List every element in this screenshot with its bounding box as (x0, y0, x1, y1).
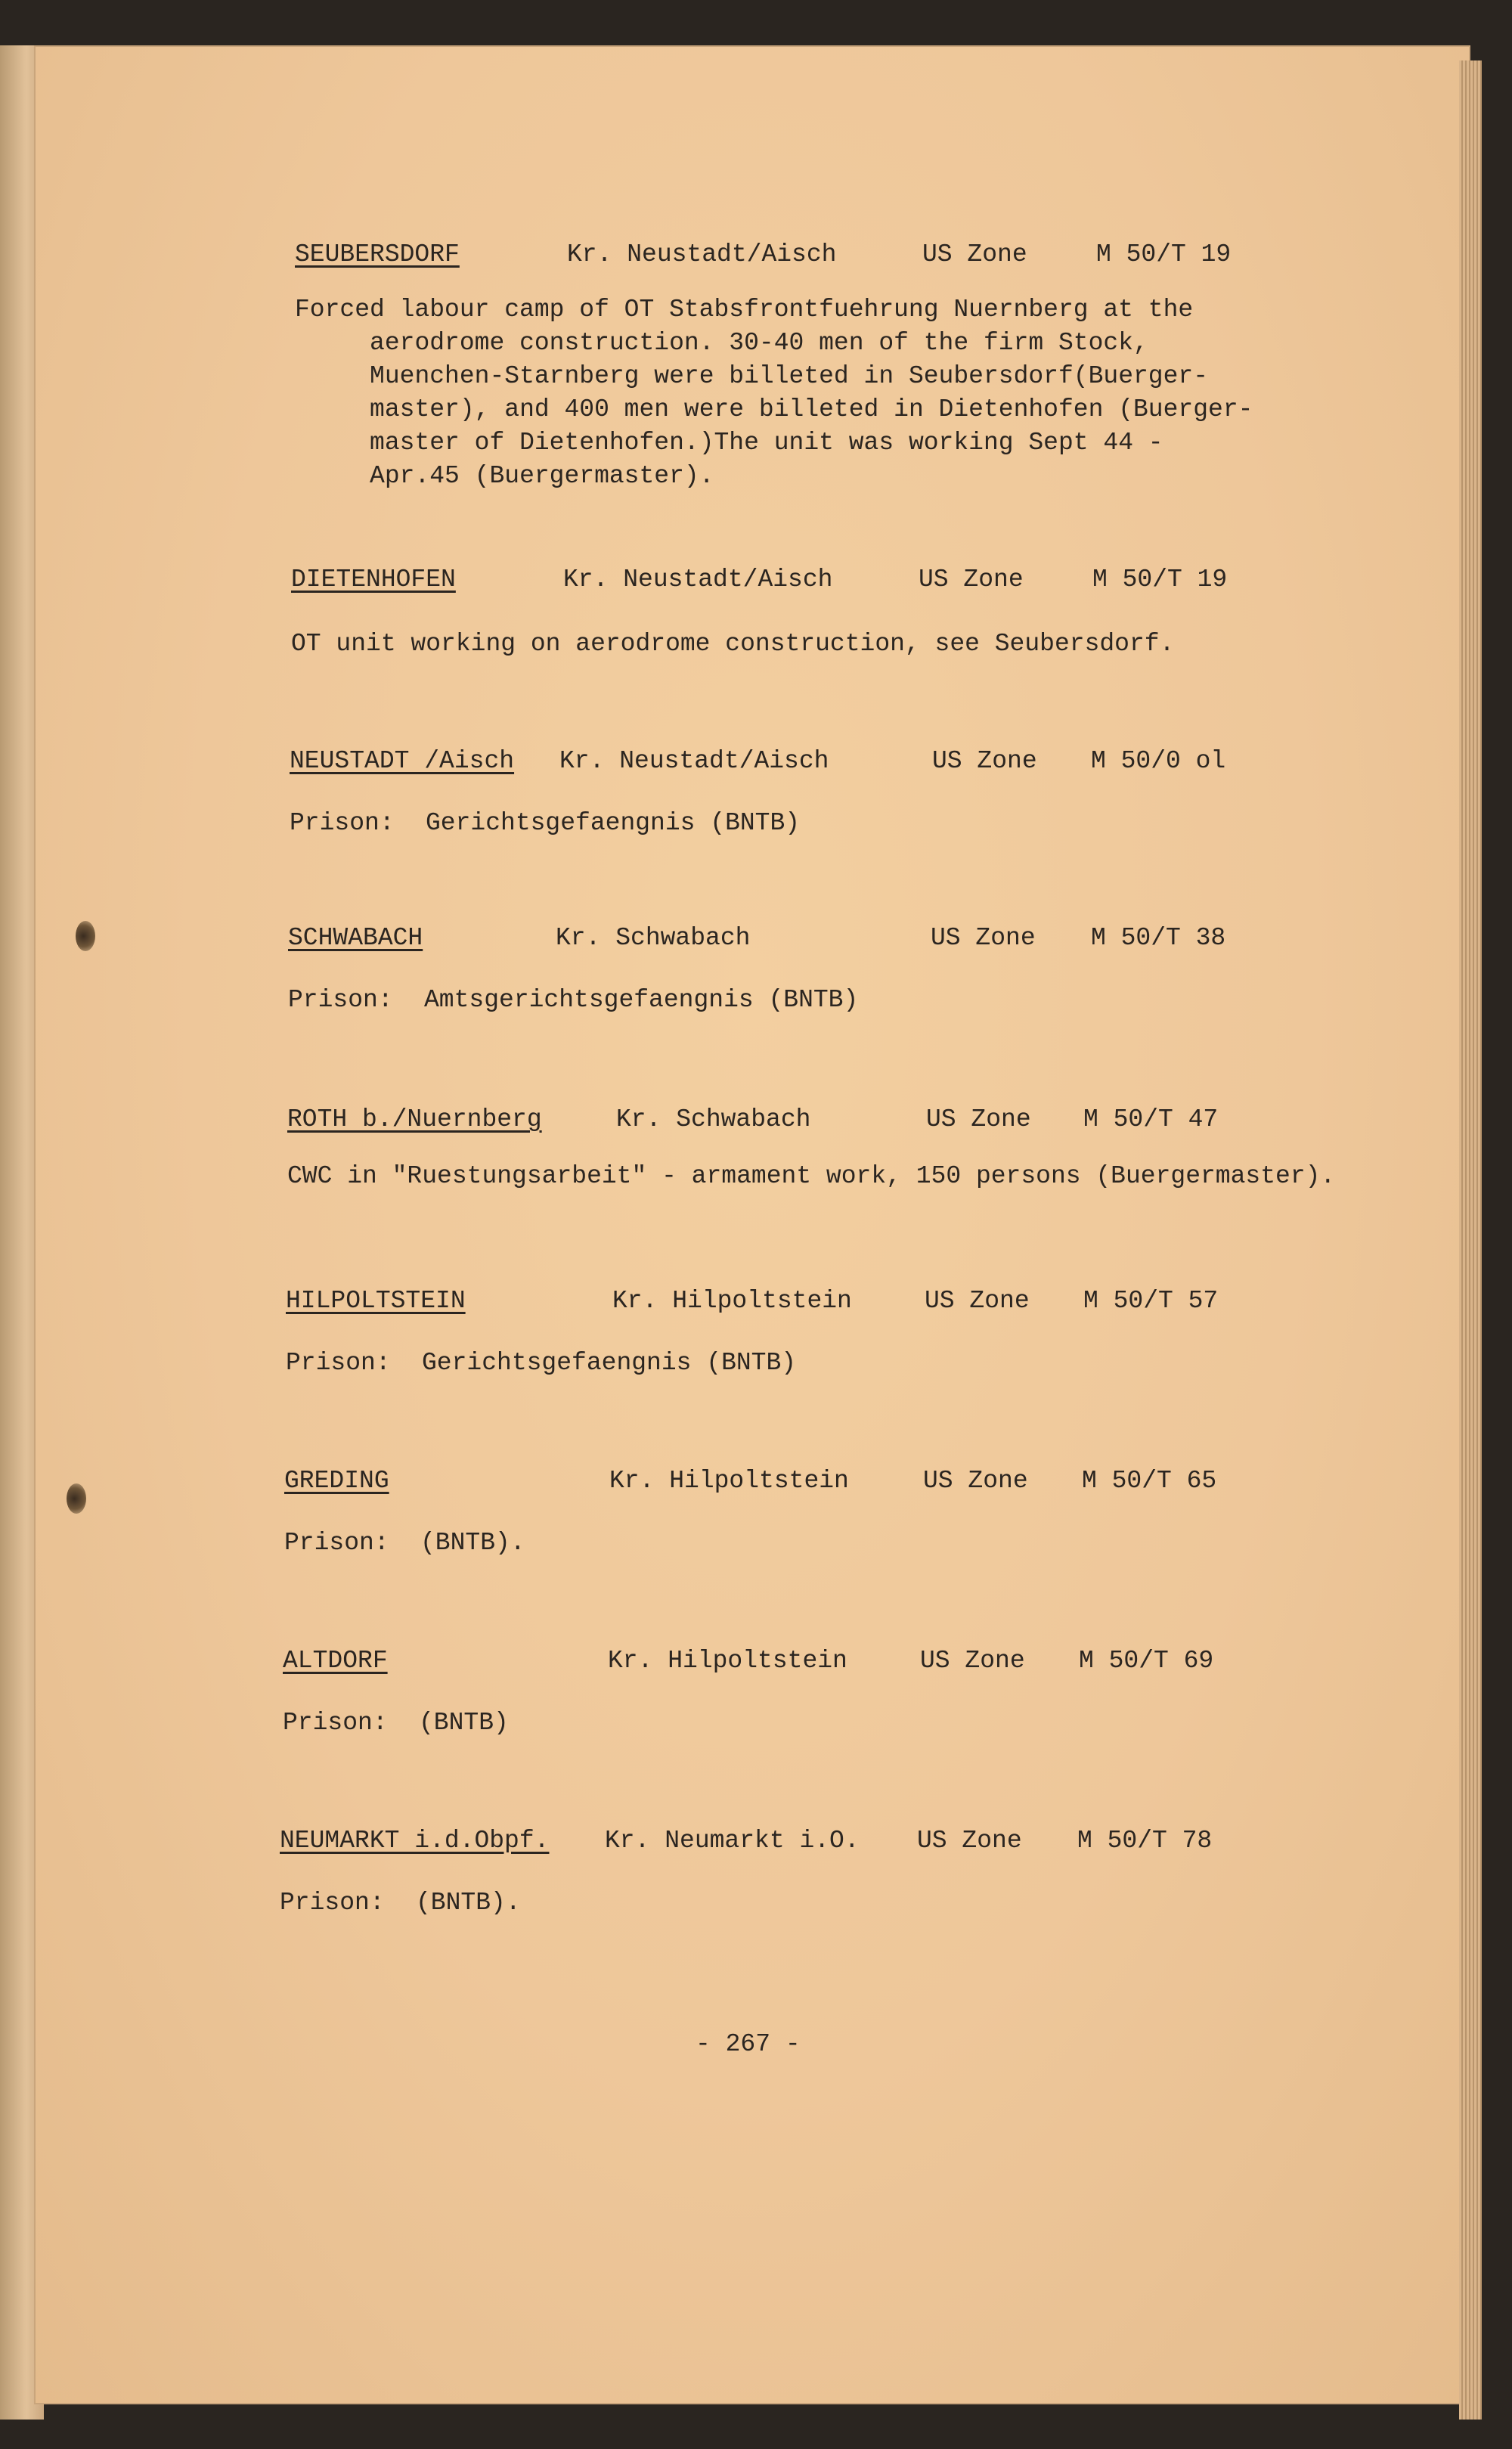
place-name: SEUBERSDORF (295, 240, 460, 268)
map-reference: M 50/T 78 (1077, 1827, 1213, 1855)
entry-dietenhofen (291, 566, 1512, 661)
entry-schwabach (288, 924, 1512, 1014)
kreis: Kr. Neustadt/Aisch (563, 566, 833, 594)
place-name: ALTDORF (283, 1647, 388, 1675)
prison-line (280, 1889, 1512, 1917)
zone: US Zone (920, 1647, 1025, 1675)
page-number: - 267 - (696, 2030, 801, 2058)
zone: US Zone (931, 924, 1036, 952)
map-reference: M 50/T 38 (1091, 924, 1226, 952)
binding-hole-upper (76, 921, 95, 951)
prison-value: (BNTB) (419, 1709, 509, 1737)
entry-text: OT unit working on aerodrome construction, see Seubersdorf. (291, 630, 1175, 658)
map-reference: M 50/T 65 (1082, 1467, 1217, 1495)
prison-label: Prison: (290, 809, 395, 837)
map-reference: M 50/T 19 (1092, 566, 1228, 594)
zone: US Zone (922, 240, 1027, 268)
entry-neustadt (290, 747, 1512, 837)
zone: US Zone (923, 1467, 1028, 1495)
prison-value: Gerichtsgefaengnis (BNTB) (422, 1349, 797, 1377)
map-reference: M 50/T 69 (1079, 1647, 1214, 1675)
prison-line (286, 1349, 1512, 1377)
zone: US Zone (932, 747, 1037, 775)
kreis: Kr. Hilpoltstein (609, 1467, 849, 1495)
kreis: Kr. Schwabach (616, 1105, 811, 1133)
entry-neumarkt (280, 1827, 1512, 1917)
prison-line (284, 1529, 1512, 1557)
place-name: NEUSTADT /Aisch (290, 747, 515, 775)
prison-value: Amtsgerichtsgefaengnis (BNTB) (424, 986, 859, 1014)
map-reference: M 50/T 57 (1083, 1287, 1219, 1315)
entry-roth (287, 1105, 1512, 1193)
map-reference: M 50/T 47 (1083, 1105, 1219, 1133)
map-reference: M 50/T 19 (1096, 240, 1232, 268)
kreis: Kr. Neustadt/Aisch (559, 747, 829, 775)
place-name: NEUMARKT i.d.Obpf. (280, 1827, 550, 1855)
binding-hole-lower (67, 1483, 86, 1514)
place-name: SCHWABACH (288, 924, 423, 952)
entry-text: CWC in "Ruestungsarbeit" - armament work, 150 persons (Buergermaster). (287, 1162, 1336, 1190)
prison-label: Prison: (284, 1529, 389, 1557)
prison-label: Prison: (283, 1709, 388, 1737)
zone: US Zone (925, 1287, 1030, 1315)
prison-label: Prison: (288, 986, 393, 1014)
entry-altdorf (283, 1647, 1512, 1737)
prison-value: (BNTB). (420, 1529, 525, 1557)
prison-line (288, 986, 1512, 1014)
zone: US Zone (926, 1105, 1031, 1133)
kreis: Kr. Schwabach (556, 924, 751, 952)
zone: US Zone (919, 566, 1024, 594)
kreis: Kr. Neumarkt i.O. (605, 1827, 860, 1855)
prison-line (290, 809, 1512, 837)
kreis: Kr. Hilpoltstein (612, 1287, 852, 1315)
entry-hilpoltstein (286, 1287, 1512, 1377)
prison-label: Prison: (280, 1889, 385, 1917)
kreis: Kr. Neustadt/Aisch (567, 240, 837, 268)
map-reference: M 50/0 ol (1091, 747, 1226, 775)
place-name: GREDING (284, 1467, 389, 1495)
prison-value: Gerichtsgefaengnis (BNTB) (426, 809, 801, 837)
prison-line (283, 1709, 1512, 1737)
place-name: HILPOLTSTEIN (286, 1287, 466, 1315)
prison-value: (BNTB). (416, 1889, 521, 1917)
entry-seubersdorf (295, 240, 1512, 493)
place-name: DIETENHOFEN (291, 566, 456, 594)
kreis: Kr. Hilpoltstein (608, 1647, 847, 1675)
entry-text: Forced labour camp of OT Stabsfrontfuehrung Nuernberg at the aerodrome construction. 30-40 men of the firm Stock, Muenchen-Starnberg were billeted in Seubersdorf(Buerger- master), and 400 men were billeted in Dietenhofen (Buerger- master of Dietenhofen.)The unit was working Sept 44 - Apr.45 (Buergermaster). (295, 296, 1253, 490)
zone: US Zone (917, 1827, 1022, 1855)
place-name: ROTH b./Nuernberg (287, 1105, 542, 1133)
prison-label: Prison: (286, 1349, 391, 1377)
entry-greding (284, 1467, 1512, 1557)
